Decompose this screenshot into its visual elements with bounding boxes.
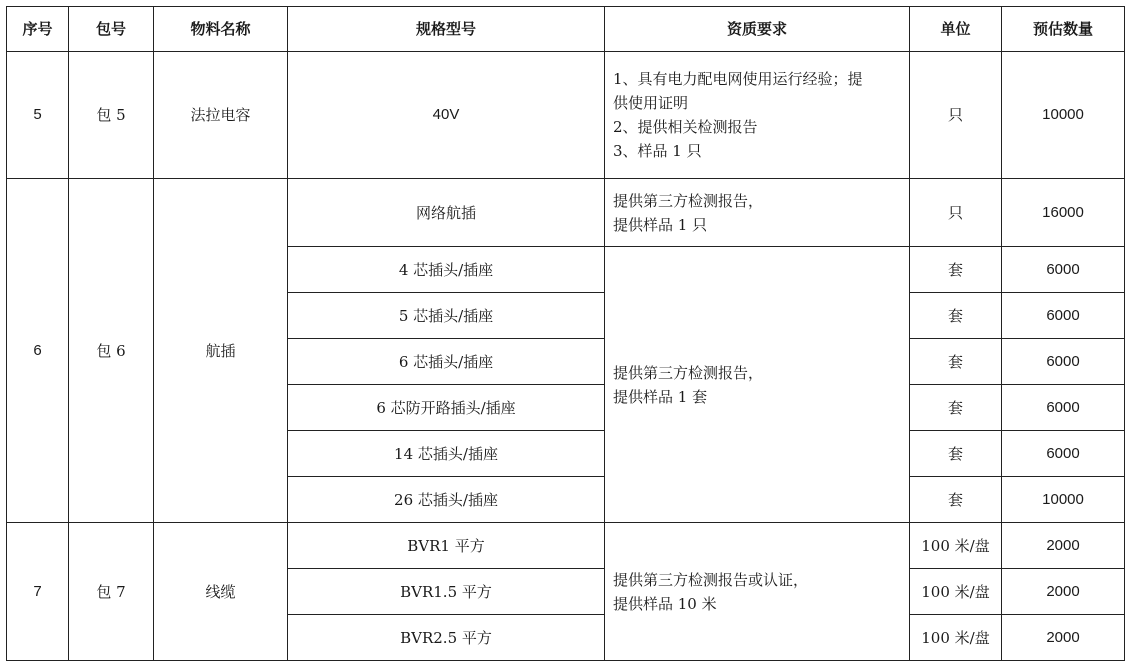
table-row	[7, 179, 1125, 247]
seq-cell: 5	[7, 52, 69, 179]
header-unit: 单位	[910, 7, 1002, 52]
quantity-cell: 2000	[1002, 569, 1125, 615]
requirement-line: 提供第三方检测报告，	[613, 363, 764, 382]
unit-cell: 100 米/盘	[910, 615, 1002, 661]
requirement-line: 提供样品 10 米	[613, 594, 717, 613]
quantity-cell: 2000	[1002, 523, 1125, 569]
unit-cell: 套	[910, 293, 1002, 339]
requirement-line: 2、提供相关检测报告	[613, 118, 758, 136]
requirement-line: 供使用证明	[613, 94, 689, 112]
spec-cell: 5 芯插头/插座	[288, 293, 605, 339]
requirement-cell	[605, 179, 910, 247]
requirement-cell	[605, 523, 910, 661]
requirement-cell	[605, 52, 910, 179]
quantity-cell: 16000	[1002, 179, 1125, 247]
quantity-cell: 6000	[1002, 431, 1125, 477]
quantity-cell: 10000	[1002, 477, 1125, 523]
spec-cell: 14 芯插头/插座	[288, 431, 605, 477]
quantity-cell: 6000	[1002, 385, 1125, 431]
seq-cell: 7	[7, 523, 69, 661]
header-spec-model: 规格型号	[288, 7, 605, 52]
material-name-cell: 航插	[154, 179, 288, 523]
quantity-cell: 6000	[1002, 293, 1125, 339]
unit-cell: 100 米/盘	[910, 523, 1002, 569]
requirement-line: 提供第三方检测报告或认证，	[613, 570, 809, 589]
unit-cell: 套	[910, 477, 1002, 523]
material-name-cell: 线缆	[154, 523, 288, 661]
table-row	[7, 523, 1125, 569]
requirement-line: 3、样品 1 只	[613, 142, 702, 160]
table-row	[7, 52, 1125, 179]
header-seq: 序号	[7, 7, 69, 52]
spec-cell: 网络航插	[288, 179, 605, 247]
quantity-cell: 2000	[1002, 615, 1125, 661]
requirement-line: 1、具有电力配电网使用运行经验；提	[613, 70, 863, 88]
header-row	[7, 7, 1125, 52]
unit-cell: 套	[910, 385, 1002, 431]
quantity-cell: 10000	[1002, 52, 1125, 179]
unit-cell: 只	[910, 179, 1002, 247]
requirement-line: 提供样品 1 套	[613, 387, 708, 406]
unit-cell: 套	[910, 339, 1002, 385]
header-qualification: 资质要求	[605, 7, 910, 52]
spec-cell: BVR1.5 平方	[288, 569, 605, 615]
spec-cell: 40V	[288, 52, 605, 179]
unit-cell: 只	[910, 52, 1002, 179]
package-cell: 包 7	[69, 523, 154, 661]
unit-cell: 套	[910, 247, 1002, 293]
unit-cell: 套	[910, 431, 1002, 477]
seq-cell: 6	[7, 179, 69, 523]
spec-cell: 4 芯插头/插座	[288, 247, 605, 293]
material-name-cell: 法拉电容	[154, 52, 288, 179]
header-material-name: 物料名称	[154, 7, 288, 52]
spec-cell: 6 芯防开路插头/插座	[288, 385, 605, 431]
requirement-line: 提供第三方检测报告，	[613, 191, 764, 210]
requirement-cell	[605, 247, 910, 523]
spec-cell: BVR1 平方	[288, 523, 605, 569]
unit-cell: 100 米/盘	[910, 569, 1002, 615]
package-cell: 包 5	[69, 52, 154, 179]
quantity-cell: 6000	[1002, 247, 1125, 293]
header-estimated-qty: 预估数量	[1002, 7, 1125, 52]
requirement-line: 提供样品 1 只	[613, 215, 708, 234]
header-package: 包号	[69, 7, 154, 52]
spec-cell: 26 芯插头/插座	[288, 477, 605, 523]
quantity-cell: 6000	[1002, 339, 1125, 385]
package-cell: 包 6	[69, 179, 154, 523]
spec-cell: BVR2.5 平方	[288, 615, 605, 661]
materials-table	[6, 6, 1125, 661]
spec-cell: 6 芯插头/插座	[288, 339, 605, 385]
